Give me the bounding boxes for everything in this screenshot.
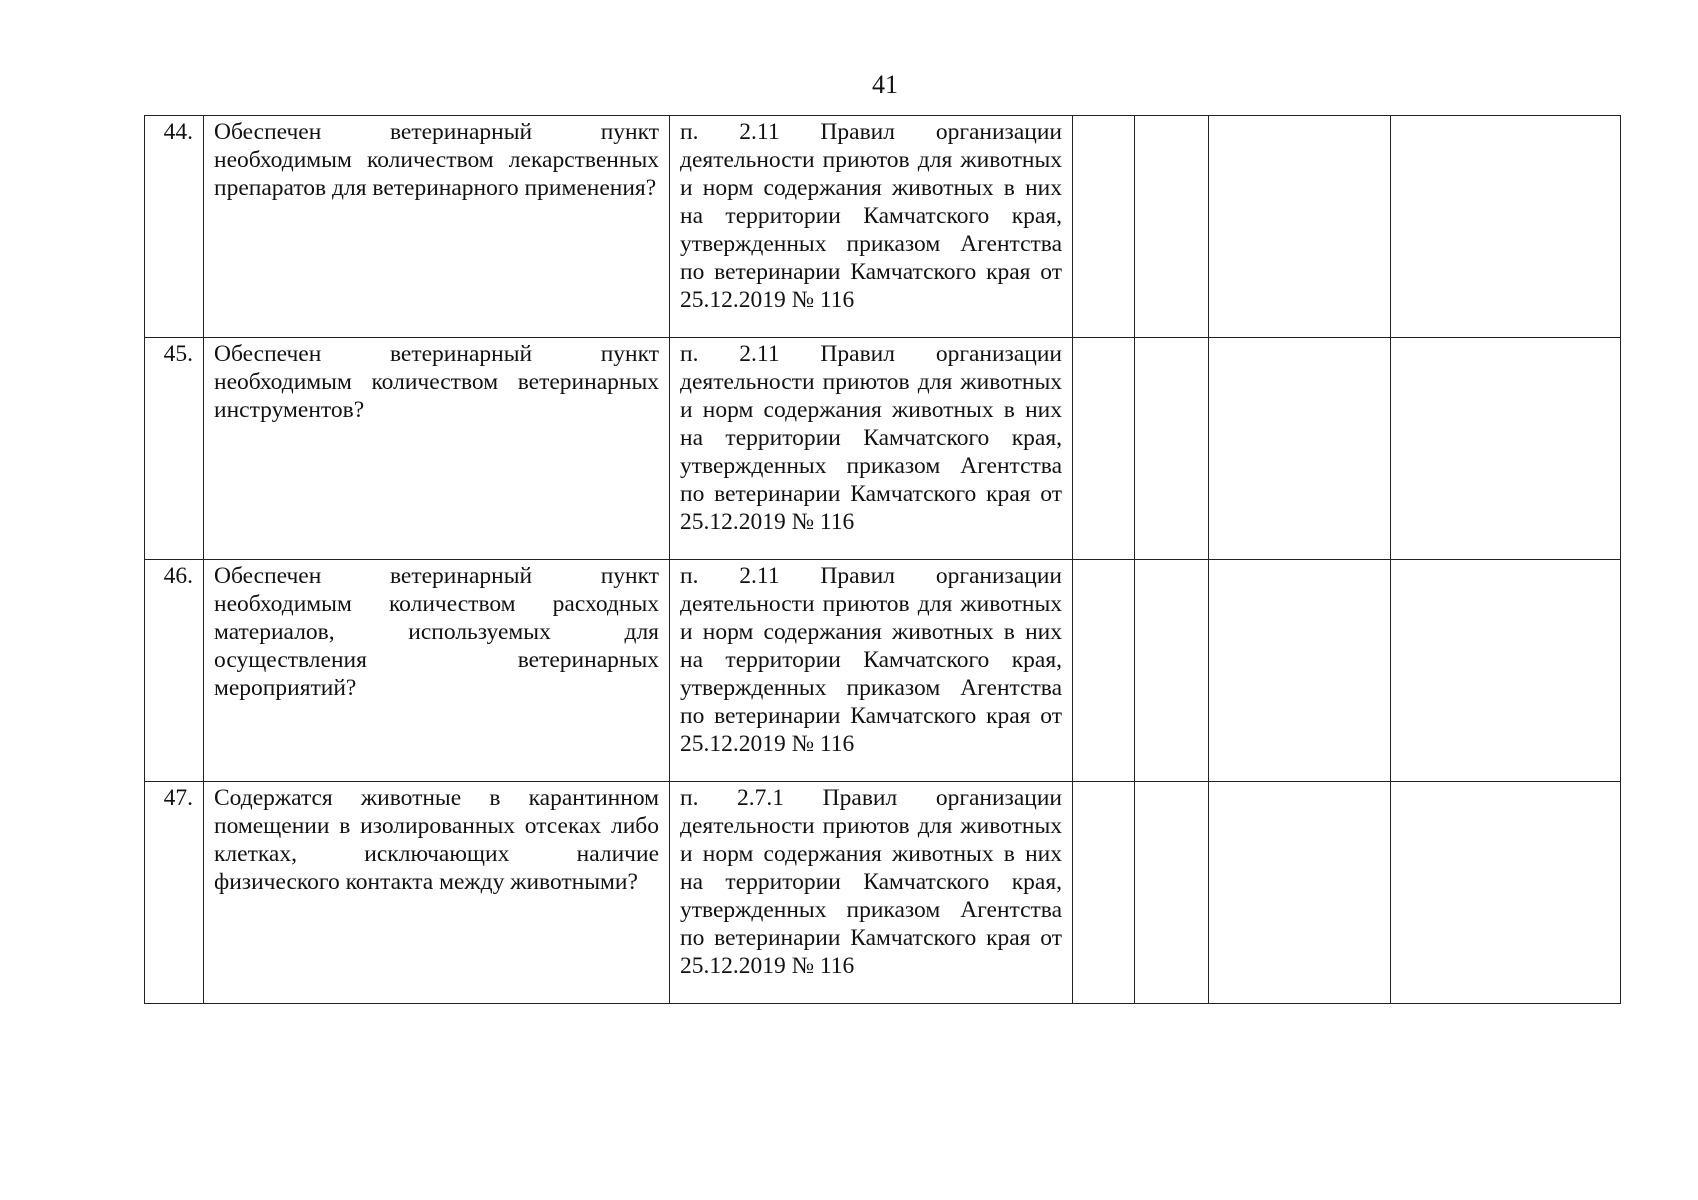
answer-no-cell (1135, 560, 1209, 782)
legal-reference-cell: п. 2.11 Правил организации деятельности приютов для животных и норм содержания животных в них на территории Камчатского края, утвержденных приказом Агентства по ветеринарии Камчатского края от 25.12.2019 № 116 (670, 560, 1073, 782)
question-cell: Обеспечен ветеринарный пункт необходимым количеством лекарственных препаратов для ветеринарного применения? (204, 116, 670, 338)
answer-no-cell (1135, 782, 1209, 1004)
not-applicable-cell (1209, 560, 1391, 782)
not-applicable-cell (1209, 782, 1391, 1004)
legal-reference-cell: п. 2.11 Правил организации деятельности приютов для животных и норм содержания животных в них на территории Камчатского края, утвержденных приказом Агентства по ветеринарии Камчатского края от 25.12.2019 № 116 (670, 338, 1073, 560)
legal-reference-cell: п. 2.11 Правил организации деятельности приютов для животных и норм содержания животных в них на территории Камчатского края, утвержденных приказом Агентства по ветеринарии Камчатского края от 25.12.2019 № 116 (670, 116, 1073, 338)
row-number: 46. (145, 560, 204, 782)
answer-yes-cell (1073, 782, 1135, 1004)
question-cell: Содержатся животные в карантинном помещении в изолированных отсеках либо клетках, исключающих наличие физического контакта между животными? (204, 782, 670, 1004)
answer-no-cell (1135, 116, 1209, 338)
checklist-table (144, 115, 1621, 1004)
question-cell: Обеспечен ветеринарный пункт необходимым количеством расходных материалов, используемых для осуществления ветеринарных мероприятий? (204, 560, 670, 782)
notes-cell (1391, 560, 1621, 782)
page-number: 41 (872, 70, 898, 99)
answer-yes-cell (1073, 560, 1135, 782)
legal-reference-cell: п. 2.7.1 Правил организации деятельности приютов для животных и норм содержания животных в них на территории Камчатского края, утвержденных приказом Агентства по ветеринарии Камчатского края от 25.12.2019 № 116 (670, 782, 1073, 1004)
not-applicable-cell (1209, 338, 1391, 560)
question-cell: Обеспечен ветеринарный пункт необходимым количеством ветеринарных инструментов? (204, 338, 670, 560)
notes-cell (1391, 116, 1621, 338)
row-number: 45. (145, 338, 204, 560)
answer-yes-cell (1073, 338, 1135, 560)
row-number: 44. (145, 116, 204, 338)
table-row (145, 782, 1621, 1004)
answer-yes-cell (1073, 116, 1135, 338)
table-row (145, 116, 1621, 338)
table-row (145, 338, 1621, 560)
table-row (145, 560, 1621, 782)
row-number: 47. (145, 782, 204, 1004)
not-applicable-cell (1209, 116, 1391, 338)
answer-no-cell (1135, 338, 1209, 560)
notes-cell (1391, 338, 1621, 560)
notes-cell (1391, 782, 1621, 1004)
